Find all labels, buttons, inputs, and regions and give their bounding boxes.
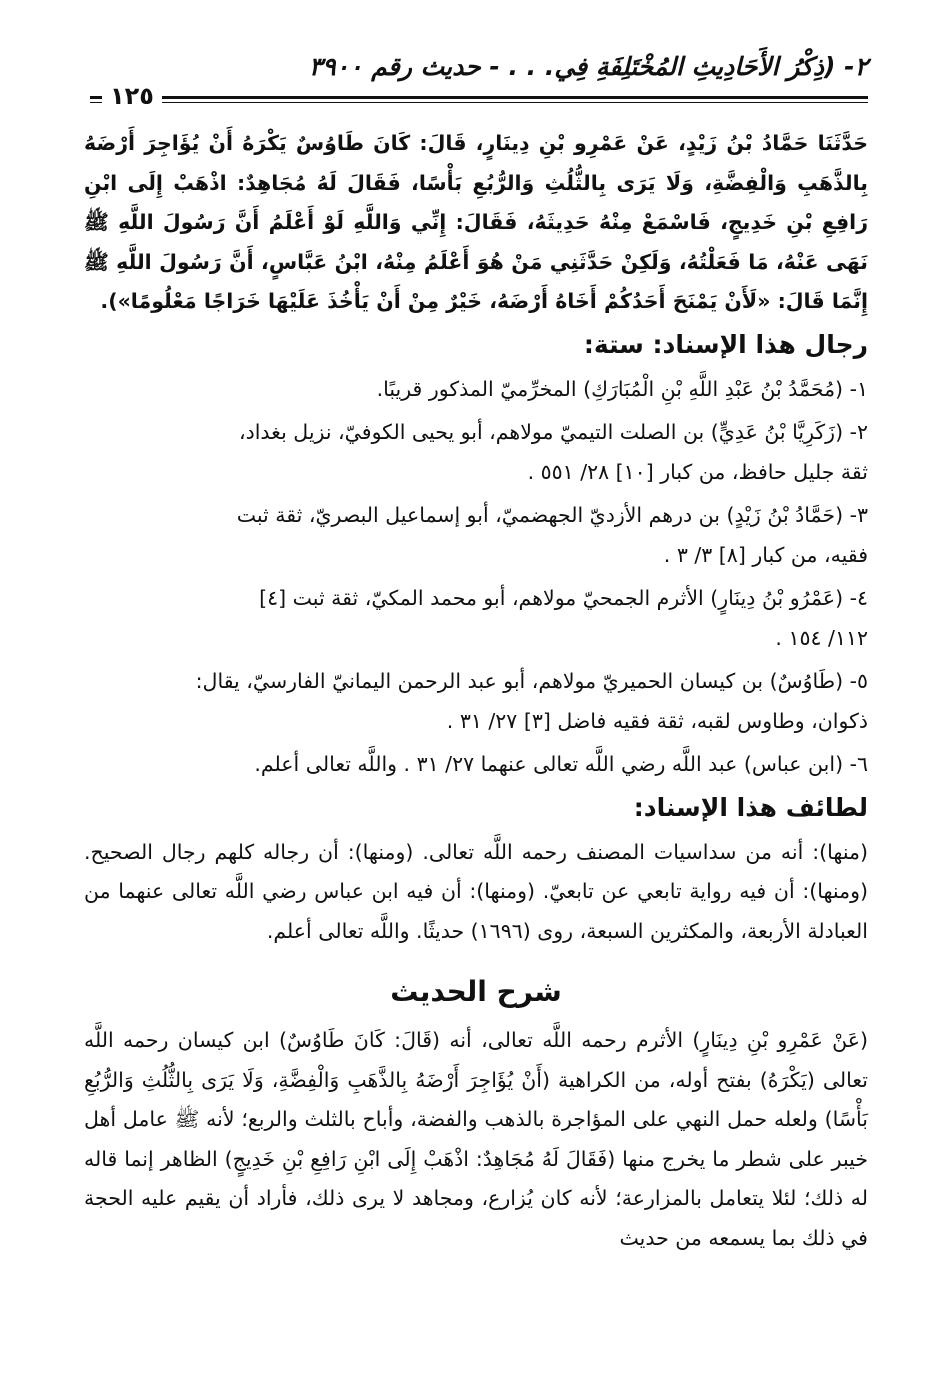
- subtleties-heading: لطائف هذا الإسناد:: [633, 792, 868, 822]
- running-title: ٢- (ذِكْرُ الأَحَادِيثِ المُخْتَلِفَةِ فِي. . . - حديث رقم ٣٩٠٠: [308, 52, 868, 81]
- narrator-line: ٣- (حَمَّادُ بْنُ زَيْدٍ) بن درهم الأزديّ الجهضميّ، أبو إسماعيل البصريّ، ثقة ثبت: [236, 503, 868, 527]
- narrator-line: ٥- (طَاوُسٌ) بن كيسان الحميريّ مولاهم، أبو عبد الرحمن اليمانيّ الفارسيّ، يقال:: [195, 669, 868, 693]
- narrator-entry: [84, 579, 868, 658]
- hadith-text: حَدَّثَنَا حَمَّادُ بْنُ زَيْدٍ، عَنْ عَمْرِو بْنِ دِينَارٍ، قَالَ: كَانَ طَاوُسٌ يَكْرَهُ أَنْ يُؤَاجِرَ أَرْضَهُ بِالذَّهَبِ وَالْفِضَّةِ، وَلَا يَرَى بِالثُّلُثِ وَالرُّبُعِ بَأْسًا، فَقَالَ لَهُ مُجَاهِدٌ: اذْهَبْ إِلَى ابْنِ رَافِعِ بْنِ خَدِيجٍ، فَاسْمَعْ مِنْهُ حَدِيثَهُ، فَقَالَ: إِنِّي وَاللَّهِ لَوْ أَعْلَمُ أَنَّ رَسُولَ اللَّهِ ﷺ نَهَى عَنْهُ، مَا فَعَلْتُهُ، وَلَكِنْ حَدَّثَنِي مَنْ هُوَ أَعْلَمُ مِنْهُ، ابْنُ عَبَّاسٍ، أَنَّ رَسُولَ اللَّهِ ﷺ إِنَّمَا قَالَ: «لَأَنْ يَمْنَحَ أَحَدُكُمْ أَخَاهُ أَرْضَهُ، خَيْرٌ مِنْ أَنْ يَأْخُذَ عَلَيْهَا خَرَاجًا مَعْلُومًا»).: [84, 131, 868, 313]
- page-number: ١٢٥: [102, 82, 162, 110]
- narrator-line: ١١٢/ ١٥٤ .: [775, 625, 868, 650]
- narrator-entry: [84, 413, 868, 492]
- narrator-line: ٤- (عَمْرُو بْنُ دِينَارٍ) الأثرم الجمحيّ مولاهم، أبو محمد المكيّ، ثقة ثبت [٤]: [259, 586, 868, 610]
- page-content: [84, 124, 868, 1258]
- running-header: [80, 52, 868, 110]
- narrator-line: ذكوان، وطاوس لقبه، ثقة فقيه فاضل [٣] ٢٧/ ٣١ .: [446, 708, 868, 733]
- subtleties-text: (منها): أنه من سداسيات المصنف رحمه اللَّه تعالى. (ومنها): أن رجاله كلهم رجال الصحيح. (ومنها): أن فيه رواية تابعي عن تابعيّ. (ومنها): أن فيه ابن عباس رضي اللَّه تعالى عنهما من العبادلة الأربعة، والمكثرين السبعة، روى (١٦٩٦) حديثًا. واللَّه تعالى أعلم.: [84, 839, 868, 943]
- commentary-text: (عَنْ عَمْرِو بْنِ دِينَارٍ) الأثرم رحمه اللَّه تعالى، أنه (قَالَ: كَانَ طَاوُسٌ) ابن كيسان رحمه اللَّه تعالى (يَكْرَهُ) بفتح أوله، من الكراهية (أَنْ يُؤَاجِرَ أَرْضَهُ بِالذَّهَبِ وَالْفِضَّةِ، وَلَا يَرَى بِالثُّلُثِ وَالرُّبُعِ بَأْسًا) ولعله حمل النهي على المؤاجرة بالذهب والفضة، وأباح بالثلث والربع؛ لأنه ﷺ عامل أهل خيبر على شطر ما يخرج منها (فَقَالَ لَهُ مُجَاهِدٌ: اذْهَبْ إِلَى ابْنِ رَافِعِ بْنِ خَدِيجٍ) الظاهر إنما قاله له ذلك؛ لئلا يتعامل بالمزارعة؛ لأنه كان يُزارع، ومجاهد لا يرى ذلك، فأراد أن يقيم عليه الحجة في ذلك بما يسمعه من حديث: [84, 1028, 868, 1250]
- narrators-heading: رجال هذا الإسناد: ستة:: [583, 329, 868, 359]
- narrator-entry: [84, 496, 868, 575]
- narrator-line: ثقة جليل حافظ، من كبار [١٠] ٢٨/ ٥٥١ .: [527, 459, 868, 484]
- header-rule: [90, 96, 868, 103]
- narrator-line: فقيه، من كبار [٨] ٣/ ٣ .: [663, 542, 868, 567]
- narrator-line: ١- (مُحَمَّدُ بْنُ عَبْدِ اللَّهِ بْنِ الْمُبَارَكِ) المخرِّميّ المذكور قريبًا.: [376, 376, 868, 401]
- narrator-line: ٦- (ابن عباس) عبد اللَّه رضي اللَّه تعالى عنهما ٢٧/ ٣١ . واللَّه تعالى أعلم.: [254, 752, 868, 776]
- commentary-heading: شرح الحديث: [390, 975, 562, 1008]
- narrator-entry: [84, 370, 868, 410]
- narrator-entry: [84, 662, 868, 741]
- narrator-line: ٢- (زَكَرِيَّا بْنُ عَدِيٍّ) بن الصلت التيميّ مولاهم، أبو يحيى الكوفيّ، نزيل بغداد،: [238, 420, 868, 444]
- narrator-entry: [84, 745, 868, 785]
